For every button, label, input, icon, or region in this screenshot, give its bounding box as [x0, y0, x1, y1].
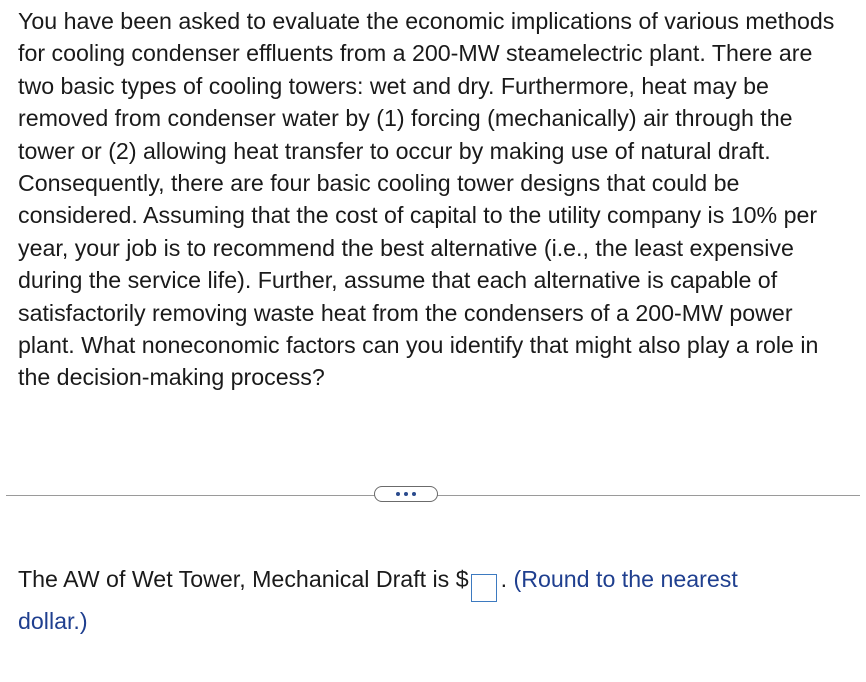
show-more-button[interactable]: [374, 486, 438, 502]
rounding-hint: (Round to the nearest: [513, 566, 738, 592]
answer-prefix: The AW of Wet Tower, Mechanical Draft is $: [18, 566, 469, 592]
question-text: You have been asked to evaluate the economic implications of various methods for cooling condenser effluents from a 200-MW steamelectric plant. There are two basic types of cooling towers: wet and dry. Furthermore, heat may be removed from condenser water by (1) forcing (mechanically) air through the tower or (2) allowing heat transfer to occur by making use of natural draft. Consequently, there are four basic cooling tower designs that could be considered. Assuming that the cost of capital to the utility company is 10% per year, your job is to recommend the best alternative (i.e., the least expensive during the service life). Further, assume that each alternative is capable of satisfactorily removing waste heat from the condensers of a 200-MW power plant. What noneconomic factors can you identify that might also play a role in the decision-making process?: [18, 8, 835, 391]
answer-suffix: .: [500, 566, 514, 592]
rounding-hint-continued: dollar.): [18, 607, 88, 634]
answer-prompt: [18, 560, 854, 640]
answer-input[interactable]: [471, 574, 497, 602]
section-divider: [6, 486, 860, 504]
ellipsis-icon: [396, 492, 400, 496]
ellipsis-icon: [404, 492, 408, 496]
ellipsis-icon: [412, 492, 416, 496]
